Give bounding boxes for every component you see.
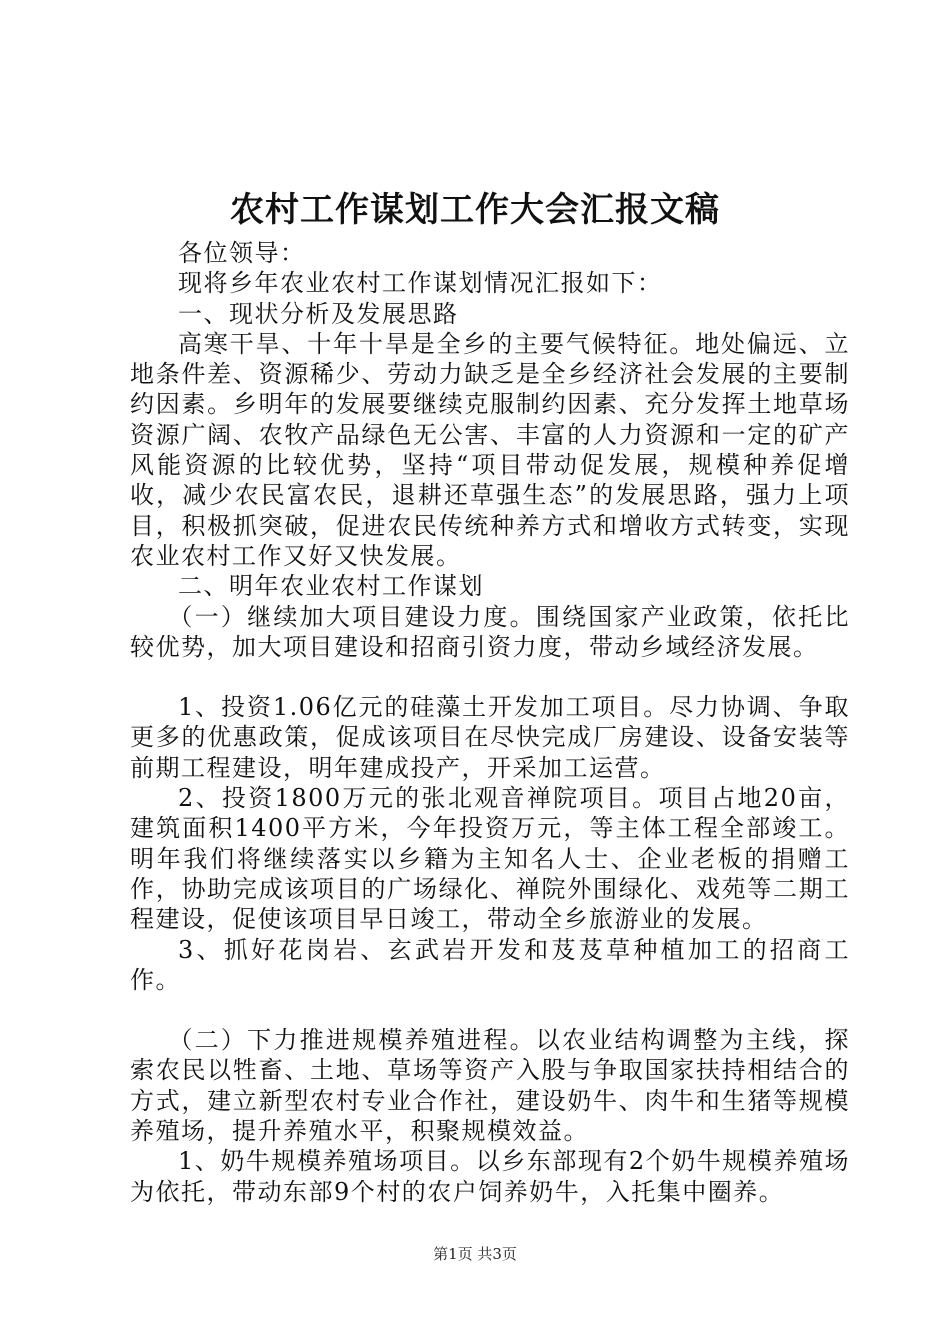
- section-heading-1: 一、现状分析及发展思路: [178, 299, 459, 328]
- body-paragraph: 3、抓好花岗岩、玄武岩开发和芨芨草种植加工的招商工作。: [130, 935, 850, 994]
- salutation: 各位领导：: [178, 239, 306, 267]
- document-title: 农村工作谋划工作大会汇报文稿: [230, 190, 720, 230]
- subsection-paragraph: （一）继续加大项目建设力度。围绕国家产业政策，依托比较优势，加大项目建设和招商引资力度，带动乡域经济发展。: [130, 602, 850, 661]
- body-paragraph: 1、奶牛规模养殖场项目。以乡东部现有2个奶牛规模养殖场为依托，带动东部9个村的农户饲养奶牛，入托集中圈养。: [130, 1147, 850, 1206]
- subsection-paragraph: （二）下力推进规模养殖进程。以农业结构调整为主线，探索农民以牲畜、土地、草场等资产入股与争取国家扶持相结合的方式，建立新型农村专业合作社，建设奶牛、肉牛和生猪等规模养殖场，提升养殖水平，积聚规模效益。: [130, 1026, 850, 1146]
- body-paragraph: 高寒干旱、十年十旱是全乡的主要气候特征。地处偏远、立地条件差、资源稀少、劳动力缺乏是全乡经济社会发展的主要制约因素。乡明年的发展要继续克服制约因素、充分发挥土地草场资源广阔、农牧产品绿色无公害、丰富的人力资源和一定的矿产风能资源的比较优势，坚持“项目带动促发展，规模种养促增收，减少农民富农民，退耕还草强生态”的发展思路，强力上项目，积极抓突破，促进农民传统种养方式和增收方式转变，实现农业农村工作又好又快发展。: [130, 329, 850, 570]
- section-heading-2: 二、明年农业农村工作谋划: [178, 572, 484, 601]
- body-paragraph: 2、投资1800万元的张北观音禅院项目。项目占地20亩，建筑面积1400平方米，今年投资万元，等主体工程全部竣工。明年我们将继续落实以乡籍为主知名人士、企业老板的捐赠工作，协助完成该项目的广场绿化、禅院外围绿化、戏苑等二期工程建设，促使该项目早日竣工，带动全乡旅游业的发展。: [130, 784, 850, 934]
- intro-paragraph: 现将乡年农业农村工作谋划情况汇报如下：: [178, 269, 663, 298]
- body-paragraph: 1、投资1.06亿元的硅藻土开发加工项目。尽力协调、争取更多的优惠政策，促成该项目在尽快完成厂房建设、设备安装等前期工程建设，明年建成投产，开采加工运营。: [130, 693, 850, 782]
- document-body: [130, 238, 850, 1207]
- page-number: 第1页 共3页: [433, 1245, 517, 1263]
